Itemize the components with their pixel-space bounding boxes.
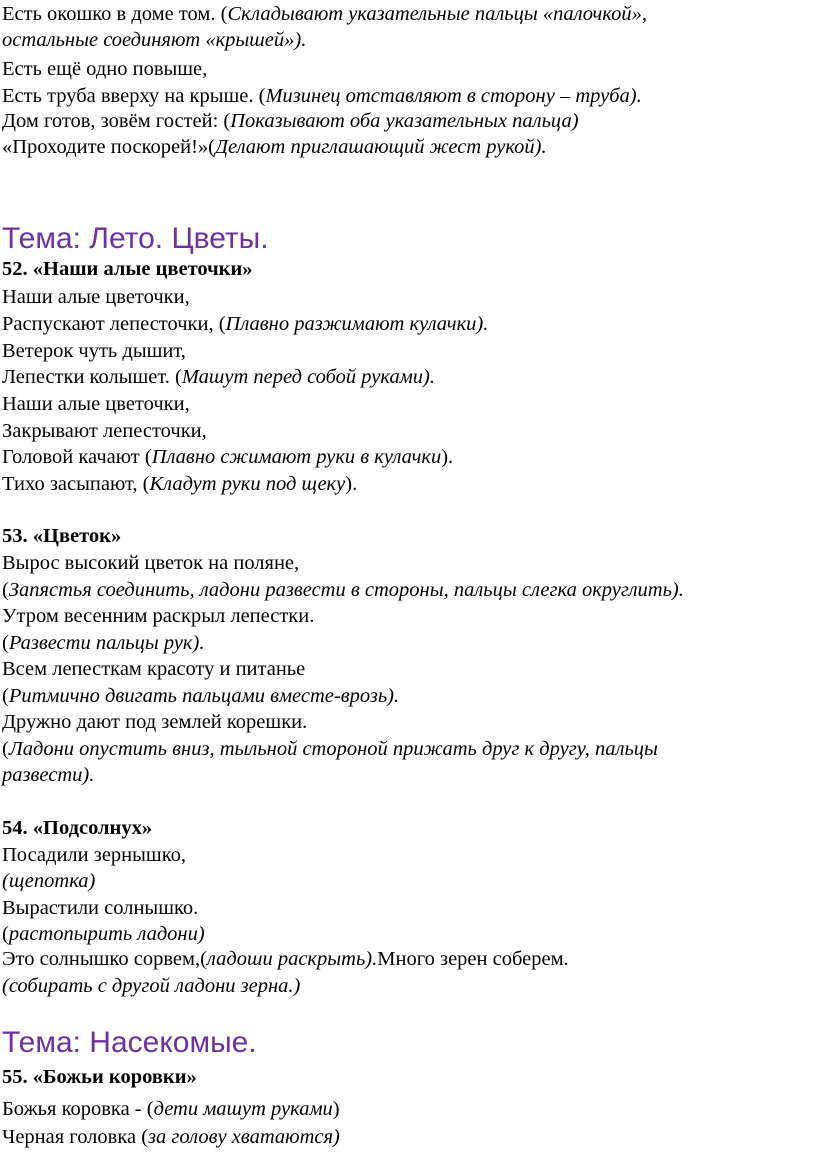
s53-line-1: Вырос высокий цветок на поляне, [2,552,300,574]
s53-line-8: (Ладони опустить вниз, тыльной стороной прижать друг к другу, пальцы [2,738,658,760]
s55-line-1: Божья коровка - (дети машут руками) [2,1098,340,1120]
s53-line-3: Утром весенним раскрыл лепестки. [2,605,315,627]
s52-line-4: Лепестки колышет. (Машут перед собой руками). [2,366,435,388]
s52-line-5: Наши алые цветочки, [2,393,190,415]
s54-line-4: (растопырить ладони) [2,923,205,945]
s53-line-5: Всем лепесткам красоту и питанье [2,658,306,680]
intro-line-2: остальные соединяют «крышей»). [2,29,307,51]
s52-line-2: Распускают лепесточки, (Плавно разжимают кулачки). [2,313,489,335]
section-53-title: 53. «Цветок» [2,525,122,547]
section-52-title: 52. «Наши алые цветочки» [2,258,253,280]
s52-line-7: Головой качают (Плавно сжимают руки в кулачки). [2,446,454,468]
s52-line-1: Наши алые цветочки, [2,286,190,308]
s54-line-1: Посадили зернышко, [2,844,187,866]
intro-line-3: Есть ещё одно повыше, [2,58,208,80]
s54-line-5: Это солнышко сорвем,(ладоши раскрыть).Много зерен соберем. [2,948,569,970]
s53-line-7: Дружно дают под землей корешки. [2,711,308,733]
s52-line-8: Тихо засыпают, (Кладут руки под щеку). [2,473,358,495]
s53-line-6: (Ритмично двигать пальцами вместе-врозь). [2,685,400,707]
s55-line-2: Черная головка (за голову хватаются) [2,1126,340,1148]
s52-line-3: Ветерок чуть дышит, [2,340,186,362]
s53-line-4: (Развести пальцы рук). [2,632,205,654]
s52-line-6: Закрывают лепесточки, [2,420,207,442]
topic-heading-summer-flowers: Тема: Лето. Цветы. [2,222,269,255]
intro-line-5: Дом готов, зовём гостей: (Показывают оба указательных пальца) [2,110,579,132]
s54-line-2: (щепотка) [2,870,96,892]
intro-line-1: Есть окошко в доме том. (Складывают указательные пальцы «палочкой», [2,3,647,25]
s54-line-6: (собирать с другой ладони зерна.) [2,975,301,997]
section-55-title: 55. «Божьи коровки» [2,1066,197,1088]
s53-line-9: развести). [2,764,95,786]
topic-heading-insects: Тема: Насекомые. [2,1026,257,1059]
s53-line-2: (Запястья соединить, ладони развести в стороны, пальцы слегка округлить). [2,579,684,601]
intro-line-6: «Проходите поскорей!»(Делают приглашающий жест рукой). [2,136,547,158]
s54-line-3: Вырастили солнышко. [2,897,199,919]
intro-line-4: Есть труба вверху на крыше. (Мизинец отставляют в сторону – труба). [2,85,642,107]
section-54-title: 54. «Подсолнух» [2,817,153,839]
